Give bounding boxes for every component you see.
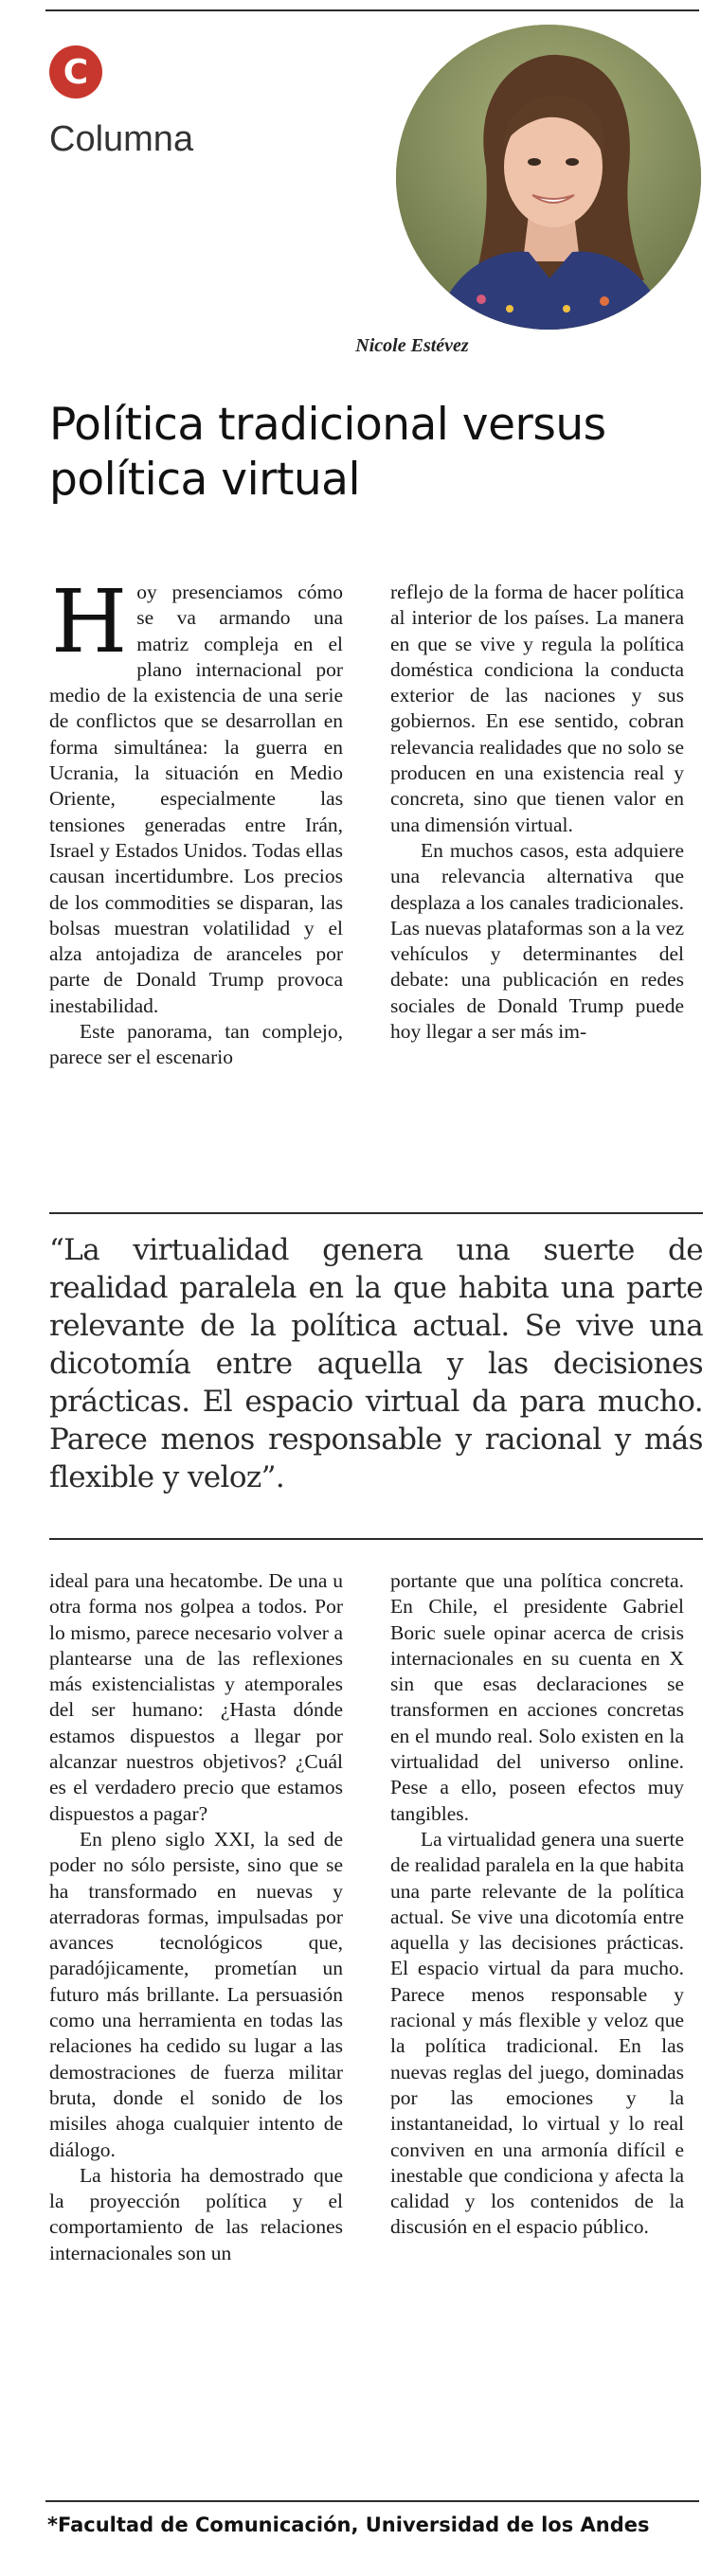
headline: Política tradicional versus política virtual [49, 399, 606, 506]
body-column-2 [390, 580, 684, 1045]
top-rule [45, 9, 699, 11]
paragraph: En pleno siglo XXI, la sed de poder no sólo persiste, sino que se ha transformado en nuevas y aterradoras formas, impulsadas por avances tecnológicos que, paradójicamente, prometían un futuro más brillante. La persuasión como una herramienta en todas las relaciones ha cedido su lugar a las demostraciones de fuerza militar bruta, donde el sonido de los misiles ahoga cualquier intento de diálogo. [49, 1827, 343, 2161]
pull-quote: “La virtualidad genera una suerte de realidad paralela en la que habita una parte relevante de la política actual. Se vive una dicotomía entre aquella y las decisiones prácticas. El espacio virtual da para mucho. Parece menos responsable y racional y más flexible y veloz”. [49, 1233, 703, 1494]
paragraph: La historia ha demostrado que la proyección política y el comportamiento de las relaciones internacionales son un [49, 2163, 343, 2264]
section-label: Columna [49, 119, 194, 159]
body-column-3 [49, 1568, 343, 2266]
paragraph: reflejo de la forma de hacer política al interior de los países. La manera en que se vive y regula la política doméstica condiciona la conducta exterior de las naciones y sus gobiernos. En ese sentido, cobran relevancia realidades que no solo se producen en una existencia real y concreta, sino que tienen valor en una dimensión virtual. [390, 581, 684, 836]
author-affiliation: *Facultad de Comunicación, Universidad de los Andes [47, 2513, 650, 2536]
quote-rule-top [49, 1212, 703, 1214]
footnote-rule [45, 2500, 699, 2502]
paragraph: oy presenciamos cómo se va armando una matriz compleja en el plano internacional por medio de la existencia de una serie de conflictos que se desarrollan en forma simultánea: la guerra en Ucrania, la situación en Medio Oriente, especialmente las tensiones generadas entre Irán, Israel y Estados Unidos. Todas ellas causan incertidumbre. Los precios de los commodities se disparan, las bolsas muestran volatilidad y el alza antojadiza de aranceles por parte de Donald Trump provoca inestabilidad. [49, 581, 343, 1017]
author-photo [396, 25, 701, 330]
paragraph: Este panorama, tan complejo, parece ser el escenario [49, 1020, 343, 1069]
paragraph: ideal para una hecatombe. De una u otra forma nos golpea a todos. Por lo mismo, parece necesario volver a plantearse una de las reflexiones más existencialistas y atemporales del ser humano: ¿Hasta dónde estamos dispuestos a llegar por alcanzar nuestros objetivos? ¿Cuál es el verdadero precio que estamos dispuestos a pagar? [49, 1569, 343, 1825]
paragraph: La virtualidad genera una suerte de realidad paralela en la que habita una parte relevante de la política actual. Se vive una dicotomía entre aquella y las decisiones prácticas. El espacio virtual da para mucho. Parece menos responsable y racional y más flexible y veloz que la política tradicional. En las nuevas reglas del juego, dominadas por las emociones y la instantaneidad, lo virtual y lo real conviven en una armonía difícil e inestable que condiciona y afecta la calidad y los contenidos de la discusión en el espacio público. [390, 1827, 684, 2239]
body-column-4 [390, 1568, 684, 2241]
quote-rule-bottom [49, 1538, 703, 1540]
author-portrait-illustration [396, 25, 701, 330]
column-badge: C [49, 45, 102, 98]
drop-cap: H [51, 571, 128, 672]
paragraph: portante que una política concreta. En Chile, el presidente Gabriel Boric suele opinar acerca de crisis internacionales en su cuenta en X sin que esas declaraciones se transformen en acciones concretas en el mundo real. Solo existen en la virtualidad del universo online. Pese a ello, poseen efectos muy tangibles. [390, 1569, 684, 1825]
author-name: Nicole Estévez [355, 335, 469, 356]
body-column-1 [49, 571, 343, 1071]
paragraph: En muchos casos, esta adquiere una relevancia alternativa que desplaza a los canales tradicionales. Las nuevas plataformas son a la vez vehículos y determinantes del debate: una publicación en redes sociales de Donald Trump puede hoy llegar a ser más im- [390, 838, 684, 1044]
